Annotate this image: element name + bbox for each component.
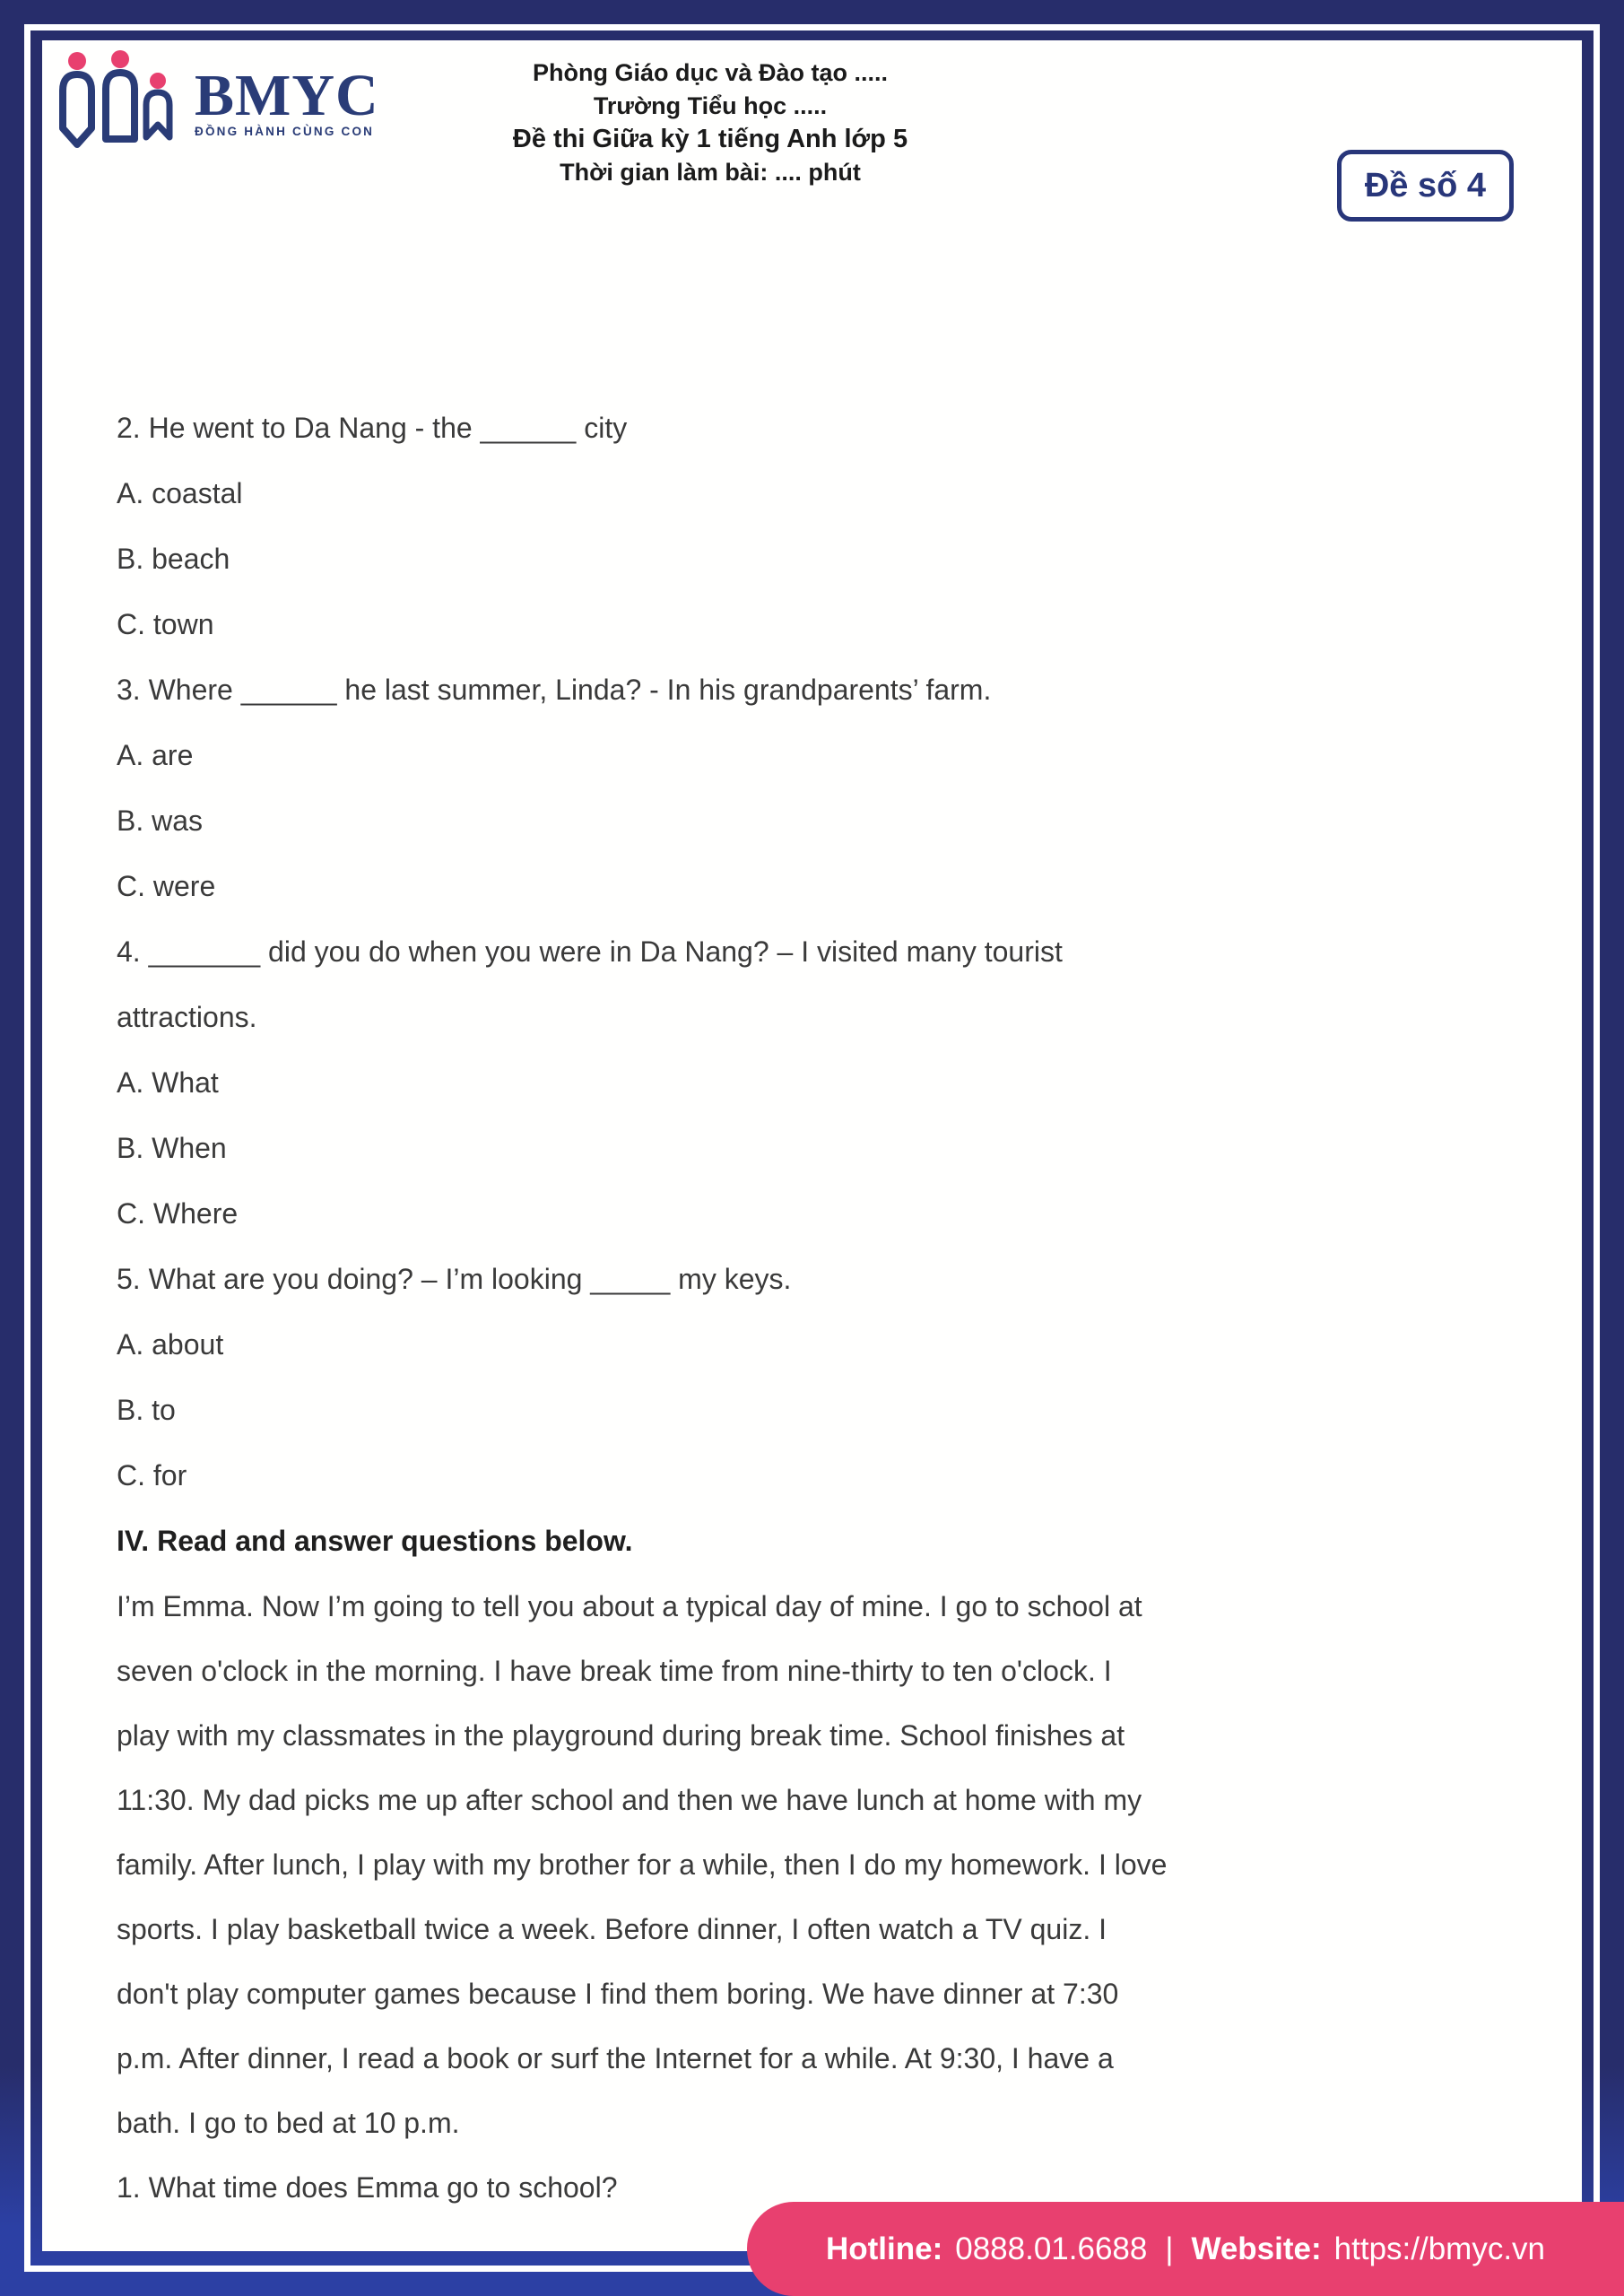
logo-brand-name: BMYC — [195, 63, 379, 128]
passage-line-4: 11:30. My dad picks me up after school and then we have lunch at home with my — [117, 1784, 1142, 1816]
footer-contact-bar — [747, 2202, 1624, 2296]
question-4-option-c: C. Where — [117, 1197, 239, 1230]
people-figures-icon — [51, 49, 186, 150]
logo-tagline: ĐỒNG HÀNH CÙNG CON — [195, 125, 375, 138]
hotline-label: Hotline: — [825, 2231, 943, 2266]
header-school: Trường Tiểu học ..... — [593, 92, 828, 119]
header-institution: Phòng Giáo dục và Đào tạo ..... — [532, 59, 889, 86]
question-5-option-a: A. about — [117, 1328, 224, 1361]
passage-line-8: p.m. After dinner, I read a book or surf the Internet for a while. At 9:30, I have a — [117, 2042, 1114, 2074]
passage-line-7: don't play computer games because I find them boring. We have dinner at 7:30 — [117, 1978, 1119, 2010]
passage-line-9: bath. I go to bed at 10 p.m. — [117, 2107, 460, 2139]
hotline-number: 0888.01.6688 — [955, 2231, 1148, 2266]
exam-header — [338, 57, 1082, 189]
website-url: https://bmyc.vn — [1333, 2231, 1546, 2266]
exam-title: Đề thi Giữa kỳ 1 tiếng Anh lớp 5 — [512, 125, 908, 153]
question-5-option-c: C. for — [117, 1459, 187, 1492]
question-4-option-b: B. When — [117, 1132, 227, 1164]
question-3-prompt: 3. Where ______ he last summer, Linda? - In his grandparents’ farm. — [117, 674, 992, 706]
website-label: Website: — [1191, 2231, 1322, 2266]
reading-question-1: 1. What time does Emma go to school? — [117, 2171, 618, 2204]
question-2-option-b: B. beach — [117, 543, 230, 575]
passage-line-1: I’m Emma. Now I’m going to tell you about a typical day of mine. I go to school at — [117, 1590, 1142, 1622]
question-2-option-a: A. coastal — [117, 477, 243, 509]
question-4-prompt-line-2: attractions. — [117, 1001, 257, 1033]
question-3-option-a: A. are — [117, 739, 194, 771]
bmyc-logo — [51, 49, 379, 150]
question-3-option-c: C. were — [117, 870, 216, 902]
exam-number-badge: Đề số 4 — [1337, 150, 1514, 222]
question-3-option-b: B. was — [117, 804, 204, 837]
question-4-option-a: A. What — [117, 1066, 219, 1099]
exam-duration: Thời gian làm bài: .... phút — [560, 159, 861, 186]
question-2-prompt: 2. He went to Da Nang - the ______ city — [117, 412, 628, 444]
question-5-option-b: B. to — [117, 1394, 176, 1426]
question-5-prompt: 5. What are you doing? – I’m looking _____ my keys. — [117, 1263, 792, 1295]
question-2-option-c: C. town — [117, 608, 214, 640]
footer-separator: | — [1165, 2231, 1174, 2266]
document-page — [42, 40, 1582, 2251]
passage-line-2: seven o'clock in the morning. I have break time from nine-thirty to ten o'clock. I — [117, 1655, 1112, 1687]
question-4-prompt-line-1: 4. _______ did you do when you were in Da Nang? – I visited many tourist — [117, 935, 1063, 968]
passage-line-3: play with my classmates in the playground during break time. School finishes at — [117, 1719, 1125, 1752]
section-4-heading: IV. Read and answer questions below. — [117, 1525, 633, 1557]
passage-line-6: sports. I play basketball twice a week. Before dinner, I often watch a TV quiz. I — [117, 1913, 1107, 1945]
passage-line-5: family. After lunch, I play with my brother for a while, then I do my homework. I love — [117, 1848, 1168, 1881]
exam-body — [117, 396, 1542, 2221]
